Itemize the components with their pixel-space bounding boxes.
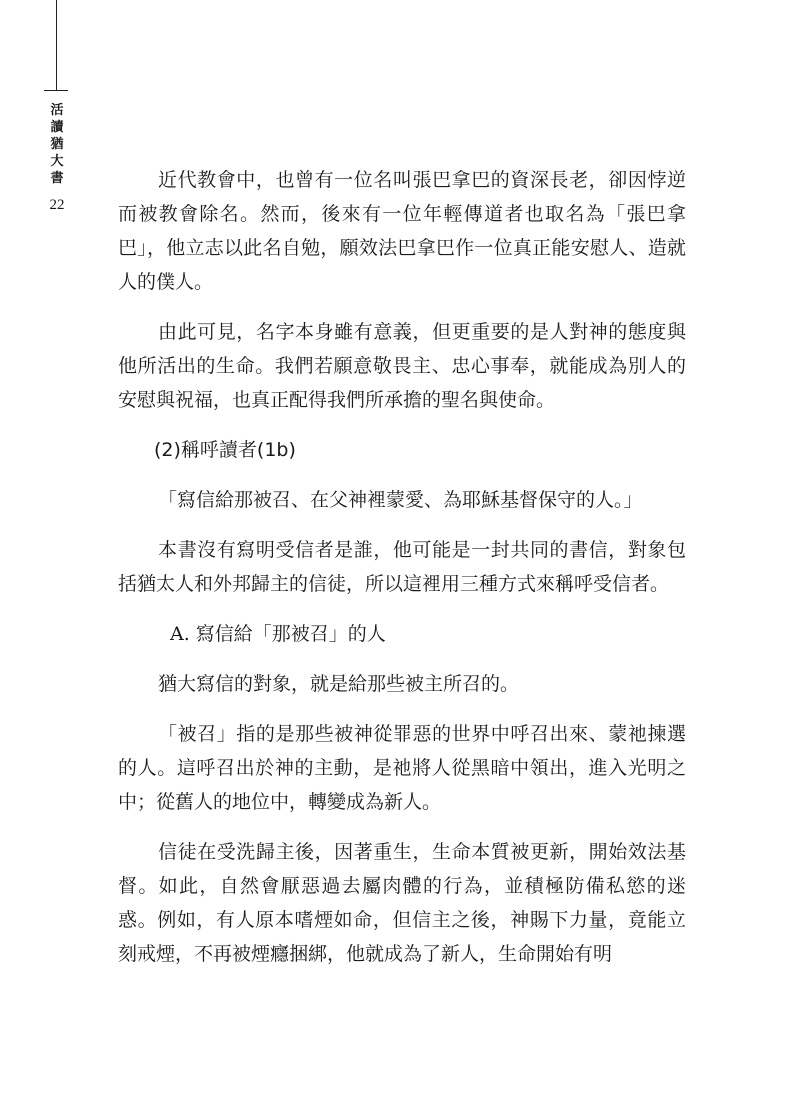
paragraph-name-meaning: 由此可見，名字本身雖有意義，但更重要的是人對神的態度與他所活出的生命。我們若願意敬畏主、忠心事奉，就能成為別人的安慰與祝福，也真正配得我們所承擔的聖名與使命。 <box>118 321 686 411</box>
section-heading-called: A. 寫信給「那被召」的人 <box>170 623 386 645</box>
paragraph-barnabas: 近代教會中，也曾有一位名叫張巴拿巴的資深長老，卻因悖逆而被教會除名。然而，後來有一位年輕傳道者也取名為「張巴拿巴」，他立志以此名自勉，願效法巴拿巴作一位真正能安慰人、造就人的僕人。 <box>118 169 686 293</box>
subheading-addressing-readers: (2)稱呼讀者(1b) <box>154 439 296 461</box>
paragraph-new-life: 信徒在受洗歸主後，因著重生，生命本質被更新，開始效法基督。如此，自然會厭惡過去屬肉體的行為，並積極防備私慾的迷惑。例如，有人原本嗜煙如命，但信主之後，神賜下力量，竟能立刻戒煙，不再被煙癮捆綁，他就成為了新人，生命開始有明 <box>118 841 686 965</box>
page-number: 22 <box>49 197 65 213</box>
running-book-title: 活讀猶大書 <box>50 103 64 186</box>
paragraph-meaning-called: 「被召」指的是那些被神從罪惡的世界中呼召出來、蒙祂揀選的人。這呼召出於神的主動，是祂將人從黑暗中領出，進入光明之中；從舊人的地位中，轉變成為新人。 <box>118 723 686 813</box>
main-text <box>118 163 686 971</box>
scripture-quote: 「寫信給那被召、在父神裡蒙愛、為耶穌基督保守的人。」 <box>158 489 643 511</box>
paragraph-recipients: 本書沒有寫明受信者是誰，他可能是一封共同的書信，對象包括猶太人和外邦歸主的信徒，所以這裡用三種方式來稱呼受信者。 <box>118 539 686 595</box>
paragraph-jude-audience: 猶大寫信的對象，就是給那些被主所召的。 <box>158 673 520 695</box>
margin-vertical-rule <box>56 0 57 90</box>
margin-horizontal-tick <box>44 90 68 91</box>
